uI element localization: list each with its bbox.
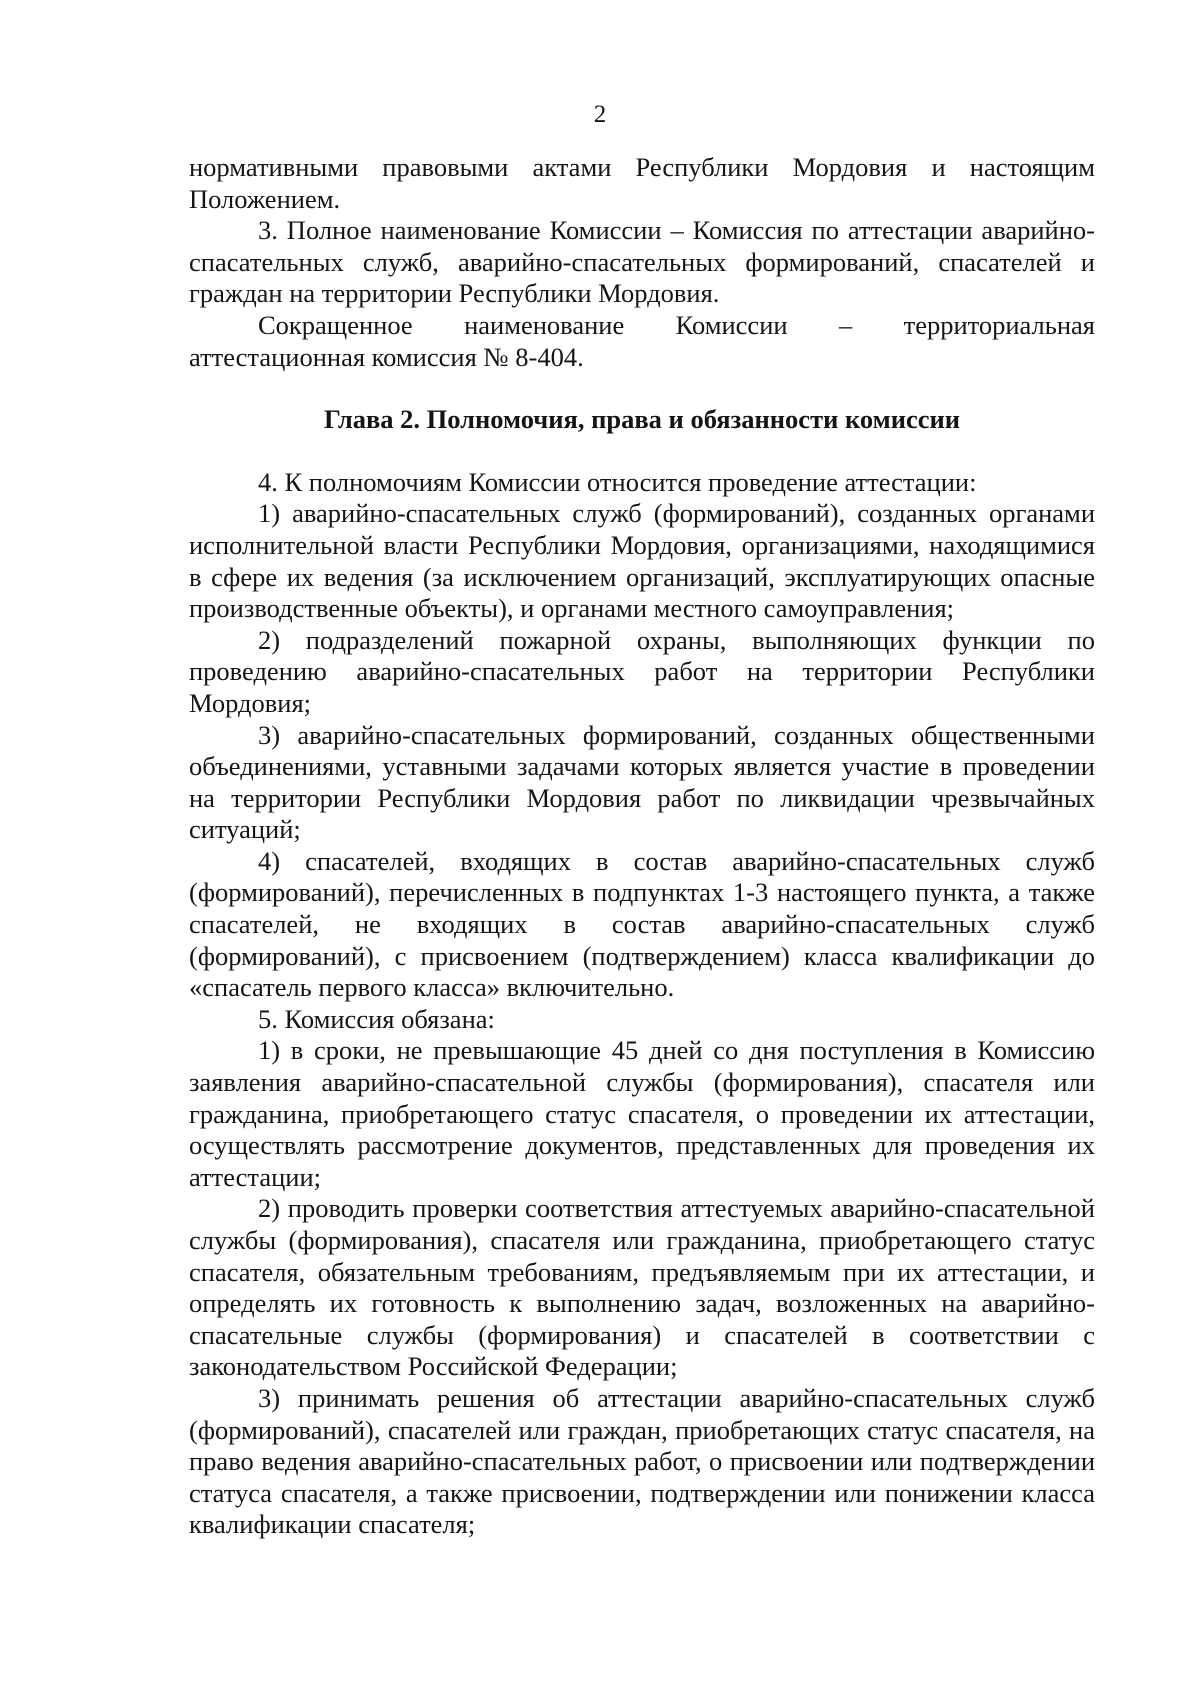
paragraph: 3. Полное наименование Комиссии – Комиссия по аттестации аварийно-спасательных служб, аварийно-спасательных формирований, спасателей и граждан на территории Республики Мордовия. (189, 215, 1095, 309)
document-body (189, 152, 1095, 1541)
paragraph: 4. К полномочиям Комиссии относится проведение аттестации: (258, 466, 977, 497)
list-item: 2) подразделений пожарной охраны, выполняющих функции по проведению аварийно-спасательных работ на территории Республики Мордовия; (189, 624, 1095, 718)
list-item: 1) аварийно-спасательных служб (формирований), созданных органами исполнительной власти Республики Мордовия, организациями, находящимися в сфере их ведения (за исключением организаций, эксплуатирующих опасные производственные объекты), и органами местного самоуправления; (189, 498, 1095, 624)
page-number: 2 (593, 101, 607, 128)
list-item: 3) принимать решения об аттестации аварийно-спасательных служб (формирований), спасателей или граждан, приобретающих статус спасателя, на право ведения аварийно-спасательных работ, о присвоении или подтверждении статуса спасателя, а также присвоении, подтверждении или понижении класса квалификации спасателя; (189, 1382, 1095, 1540)
paragraph: нормативными правовыми актами Республики Мордовия и настоящим Положением. (189, 152, 1095, 214)
list-item: 2) проводить проверки соответствия аттестуемых аварийно-спасательной службы (формирования), спасателя или гражданина, приобретающего статус спасателя, обязательным требованиям, предъявляемым при их аттестации, и определять их готовность к выполнению задач, возложенных на аварийно-спасательные службы (формирования) и спасателей в соответствии с законодательством Российской Федерации; (189, 1193, 1095, 1382)
chapter-heading: Глава 2. Полномочия, права и обязанности комиссии (323, 404, 961, 435)
list-item: 4) спасателей, входящих в состав аварийно-спасательных служб (формирований), перечисленных в подпунктах 1-3 настоящего пункта, а также спасателей, не входящих в состав аварийно-спасательных служб (формирований), с присвоением (подтверждением) класса квалификации до «спасатель первого класса» включительно. (189, 845, 1095, 1003)
list-item: 1) в сроки, не превышающие 45 дней со дня поступления в Комиссию заявления аварийно-спасательной службы (формирования), спасателя или гражданина, приобретающего статус спасателя, о проведении их аттестации, осуществлять рассмотрение документов, представленных для проведения их аттестации; (189, 1035, 1095, 1192)
list-item: 3) аварийно-спасательных формирований, созданных общественными объединениями, уставными задачами которых является участие в проведении на территории Республики Мордовия работ по ликвидации чрезвычайных ситуаций; (189, 719, 1095, 845)
paragraph: 5. Комиссия обязана: (258, 1003, 495, 1034)
paragraph: Сокращенное наименование Комиссии – территориальная аттестационная комиссия № 8-404. (189, 309, 1095, 372)
